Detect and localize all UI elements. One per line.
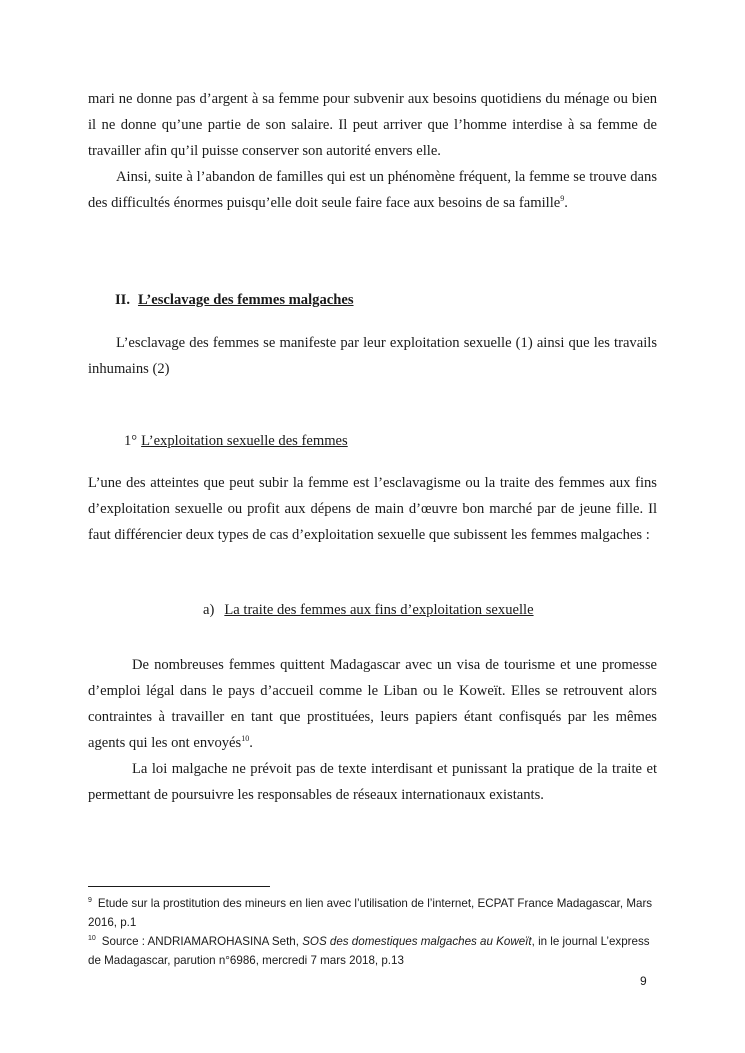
paragraph-husband-salary: mari ne donne pas d’argent à sa femme pour subvenir aux besoins quotidiens du ménage ou bien il ne donne qu’une partie de son salaire. Il peut arriver que l’homme interdise à sa femme de travailler afin qu’il puisse conserver son autorité envers elle. [88,91,657,159]
sub-subsection-label: a) [203,602,215,618]
footnote-number: 9 [88,897,92,905]
paragraph-text: Ainsi, suite à l’abandon de familles qui est un phénomène fréquent, la femme se trouve dans des difficultés énormes puisqu’elle doit seule faire face aux besoins de sa famille [88,169,657,211]
footnote-source-title: SOS des domestiques malgaches au Koweït [302,935,532,948]
subsection-number: 1° [124,433,138,449]
sub-subsection-title: La traite des femmes aux fins d’exploitation sexuelle [224,602,534,618]
paragraph-malagasy-law: La loi malgache ne prévoit pas de texte interdisant et punissant la pratique de la traite et permettant de poursuivre les responsables de réseaux internationaux existants. [88,761,657,803]
footnote-10: $^{10}$ Source : ANDRIAMAROHASINA Seth, SOS des domestiques malgaches au Koweït, in le journal L’express de Madagascar, parution n°6986, mercredi 7 mars 2018, p.13 [88,935,650,967]
footnote-number: 10 [88,935,96,943]
footnote-ref-9[interactable]: 9 [560,194,565,204]
footnote-ref-10[interactable]: 10 [241,734,250,744]
footnote-separator [88,886,270,887]
footnote-9 [88,894,657,932]
paragraph-exploitation: L’une des atteintes que peut subir la femme est l’esclavagisme ou la traite des femmes aux fins d’exploitation sexuelle ou profit aux dépens de main d’œuvre bon marché par de jeune fille. Il faut différencier deux types de cas d’exploitation sexuelle que subissent les femmes malgaches : [88,475,657,543]
subsection-heading [124,433,348,450]
page-number: 9 [640,974,647,988]
footnote-text: Etude sur la prostitution des mineurs en lien avec l’utilisation de l’internet, ECPAT France Madagascar, Mars 2016, p.1 [88,897,653,929]
sub-subsection-heading [203,602,534,619]
section-number: II. [115,292,131,308]
paragraph-trafficking: De nombreuses femmes quittent Madagascar avec un visa de tourisme et une promesse d’emploi légal dans le pays d’accueil comme le Liban ou le Koweït. Elles se retrouvent alors contraintes à travailler en tant que prostituées, leurs papiers étant confisqués par les mêmes agents qui les ont envoyés$^{10}$. [88,657,657,751]
paragraph-text: De nombreuses femmes quittent Madagascar avec un visa de tourisme et une promesse d’emploi légal dans le pays d’accueil comme le Liban ou le Koweït. Elles se retrouvent alors contraintes à travailler en tant que prostituées, leurs papiers étant confisqués par les mêmes agents qui les ont envoyés [88,657,657,751]
paragraph-family-abandonment: Ainsi, suite à l’abandon de familles qui est un phénomène fréquent, la femme se trouve dans des difficultés énormes puisqu’elle doit seule faire face aux besoins de sa famille$^9$. [88,169,657,211]
subsection-title: L’exploitation sexuelle des femmes [141,433,348,449]
section-heading [115,292,354,309]
section-title: L’esclavage des femmes malgaches [138,292,354,308]
section-intro: L’esclavage des femmes se manifeste par leur exploitation sexuelle (1) ainsi que les travails inhumains (2) [88,335,657,377]
